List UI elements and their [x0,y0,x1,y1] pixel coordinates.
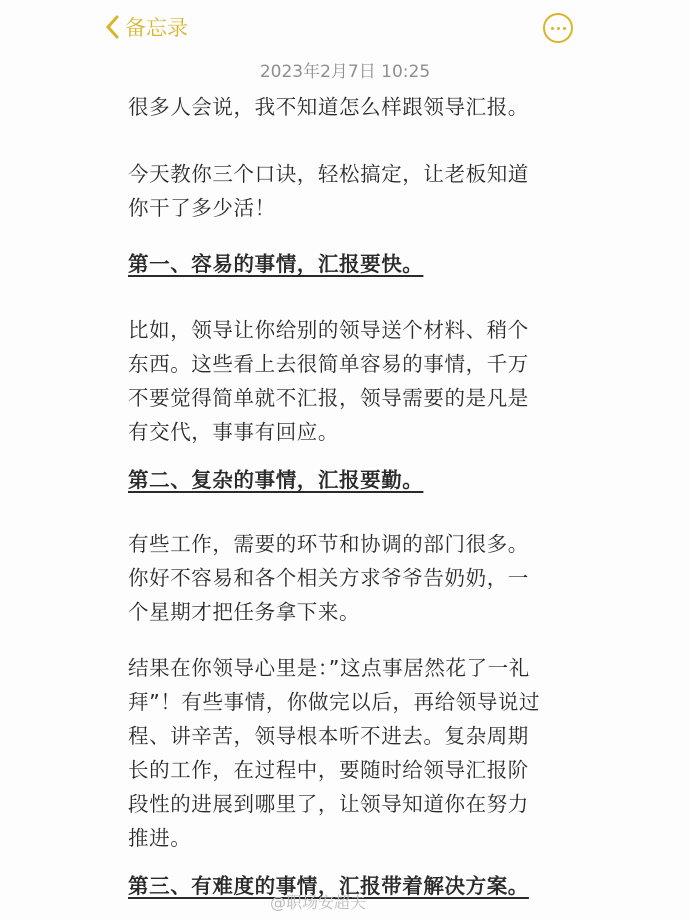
paragraph-line: 结果在你领导心里是：”这点事居然花了一礼 [128,656,530,680]
more-button[interactable] [543,13,573,43]
paragraph-line: 推进。 [128,826,192,850]
watermark: @职场安超夫 [270,893,367,912]
paragraph-line: 段性的进展到哪里了，让领导知道你在努力 [128,792,529,816]
note-date: 2023年2月7日 10:25 [259,62,431,82]
paragraph-line: 你干了多少活！ [128,196,276,220]
paragraph-line: 有交代，事事有回应。 [128,420,339,444]
paragraph-line: 比如，领导让你给别的领导送个材料、稍个 [128,318,529,342]
paragraph-line: 拜”！有些事情，你做完以后，再给领导说过 [128,690,541,714]
back-button[interactable] [105,12,188,42]
paragraph-line: 不要觉得简单就不汇报，领导需要的是凡是 [128,386,529,410]
paragraph-line: 有些工作，需要的环节和协调的部门很多。 [128,532,529,556]
paragraph-line: 东西。这些看上去很简单容易的事情，千万 [128,352,529,376]
paragraph-line: 今天教你三个口诀，轻松搞定，让老板知道 [128,162,529,186]
ellipsis-icon [551,27,554,30]
section-heading: 第三、有难度的事情，汇报带着解决方案。 [128,874,529,898]
paragraph-line: 你好不容易和各个相关方求爷爷告奶奶，一 [128,566,529,590]
paragraph-line: 很多人会说，我不知道怎么样跟领导汇报。 [128,95,529,119]
paragraph-line: 个星期才把任务拿下来。 [128,600,361,624]
paragraph-line: 长的工作，在过程中，要随时给领导汇报阶 [128,758,529,782]
section-heading: 第一、容易的事情，汇报要快。 [128,252,424,276]
paragraph-line: 程、讲辛苦，领导根本听不进去。复杂周期 [128,724,529,748]
back-label: 备忘录 [125,16,188,40]
chevron-left-icon [105,15,119,39]
section-heading: 第二、复杂的事情，汇报要勤。 [128,468,424,492]
